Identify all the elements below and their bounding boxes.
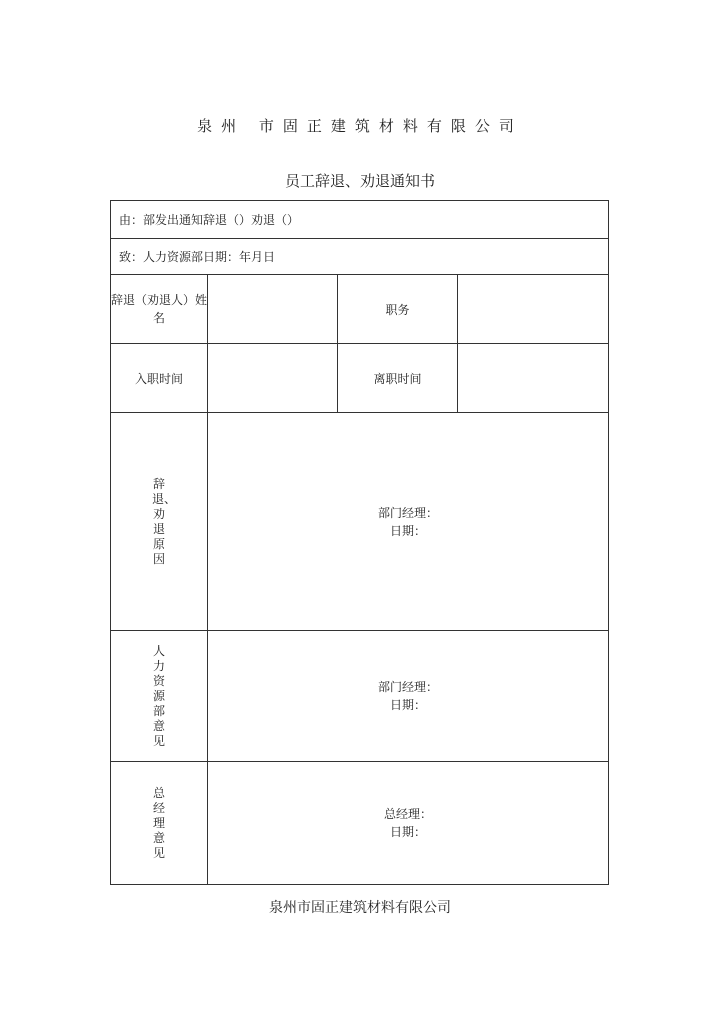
gm-signer-label: 总经理： <box>384 807 433 821</box>
gm-date-label: 日期： <box>390 825 427 839</box>
gm-row <box>111 762 609 885</box>
company-title: 泉州 市固正建筑材料有限公司 <box>197 117 523 135</box>
name-value-cell[interactable] <box>208 275 338 344</box>
gm-content-cell[interactable] <box>208 762 609 885</box>
leave-date-value-cell[interactable] <box>458 344 609 413</box>
entry-date-value-cell[interactable] <box>208 344 338 413</box>
hr-row <box>111 631 609 762</box>
reason-content-cell[interactable] <box>208 413 609 631</box>
entry-date-label: 入职时间 <box>111 344 208 413</box>
to-line: 致：人力资源部日期：年月日 <box>111 239 609 275</box>
reason-label: 辞退、劝退原因 <box>152 476 177 566</box>
hr-content-cell[interactable] <box>208 631 609 762</box>
gm-label-cell <box>111 762 208 885</box>
hr-signer-label: 部门经理： <box>378 680 439 694</box>
notice-form <box>110 200 609 885</box>
name-label: 辞退（劝退人）姓名 <box>111 275 208 344</box>
hr-date-label: 日期： <box>390 698 427 712</box>
leave-date-label: 离职时间 <box>338 344 458 413</box>
reason-signer-label: 部门经理： <box>378 505 439 520</box>
position-value-cell[interactable] <box>458 275 609 344</box>
from-row <box>111 201 609 239</box>
to-row <box>111 239 609 275</box>
from-line: 由：部发出通知辞退（）劝退（） <box>111 201 609 239</box>
footer-company-name: 泉州市固正建筑材料有限公司 <box>269 900 451 916</box>
reason-row <box>111 413 609 631</box>
hr-label-cell <box>111 631 208 762</box>
reason-date-label: 日期： <box>390 523 427 538</box>
gm-label: 总经理意见 <box>152 785 165 860</box>
date-row <box>111 344 609 413</box>
name-row <box>111 275 609 344</box>
reason-label-cell <box>111 413 208 631</box>
position-label: 职务 <box>338 275 458 344</box>
hr-label: 人力资源部意见 <box>152 643 165 748</box>
document-title: 员工辞退、劝退通知书 <box>284 172 435 190</box>
